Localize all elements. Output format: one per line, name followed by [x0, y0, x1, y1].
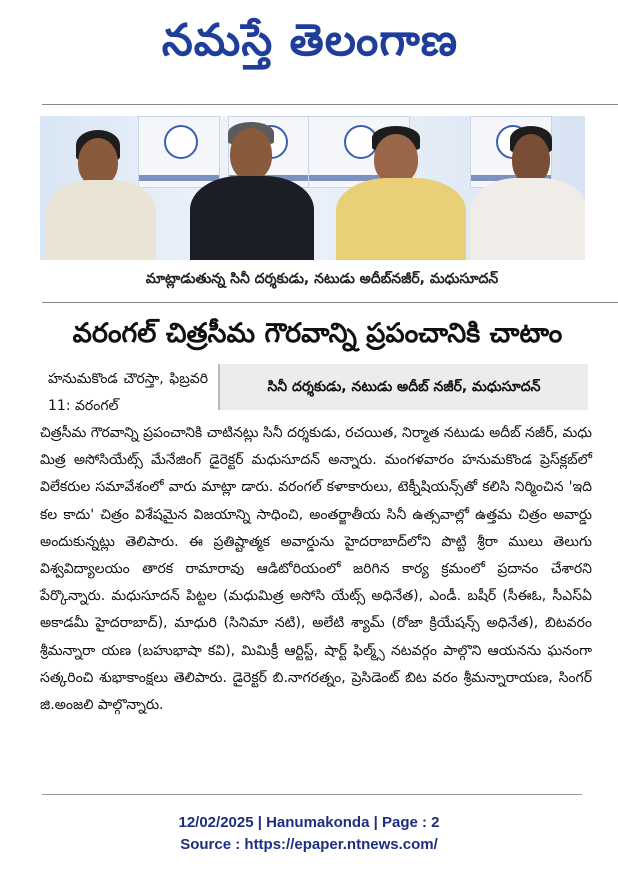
person-man-yellow [330, 118, 470, 260]
divider [42, 104, 618, 105]
divider [42, 794, 582, 795]
article-body: చిత్రసీమ గౌరవాన్ని ప్రపంచానికి చాటినట్లు సినీ దర్శకుడు, రచయిత, నిర్మాత నటుడు అదీబ్ నజీర్, మధు మిత్ర అసోసియేట్స్ మేనేజింగ్ డైరెక్టర్ మధుసూదన్ అన్నారు. మంగళవారం హనుమకొండ ప్రెస్‌క్లబ్‌లో విలేకరుల సమావేశంలో వారు మాట్లా డారు. వరంగల్ కళాకారులు, టెక్నీషియన్స్‌తో కలిసి నిర్మించిన 'ఇది కల కాదు' చిత్రం విశేషమైన విజయాన్ని సాధించి, అంతర్జాతీయ సినీ ఉత్సవాల్లో ఉత్తమ చిత్రం అవార్డు అందుకున్నట్లు తెలిపారు. ఈ ప్రతిష్టాత్మక అవార్డును హైదరాబాద్‌లోని పొట్టి శ్రీరా ములు తెలుగు విశ్వవిద్యాలయం తారక రామారావు ఆడిటోరియంలో జరిగిన కార్య క్రమంలో ప్రదానం చేశారని పేర్కొన్నారు. మధుసూదన్ పిట్టల (మధుమిత్ర అసోసి యేట్స్ అధినేత), ఎండీ. బషీర్ (సీఈఓ, సీఎస్ఏ అకాడమీ హైదరాబాద్), మాధురి (సినిమా నటి), అలేటి శ్యామ్ (రోజా క్రియేషన్స్ అధినేత), బిటవరం శ్రీమన్నారా యణ (బహుభాషా కవి), మిమిక్రీ ఆర్టిస్ట్, షార్ట్ ఫిల్మ్స్ నటవర్గం పాల్గొని ఆయనను ఘనంగా సత్కరించి శుభాకాంక్షలు తెలిపారు. డైరెక్టర్ బి.నాగరత్నం, ప్రెసిడెంట్ బిట వరం శ్రీమన్నారాయణ, సింగర్ జి.అంజలి పాల్గొన్నారు. [40, 425, 592, 714]
footer-source-link[interactable]: Source : https://epaper.ntnews.com/ [180, 836, 438, 853]
photo-caption: మాట్లాడుతున్న సినీ దర్శకుడు, నటుడు అదీబ్‌నజీర్, మధుసూదన్ [145, 271, 499, 287]
masthead-title: నమస్తే తెలంగాణ [161, 15, 459, 66]
news-photo [40, 116, 585, 260]
article-subheadline: సినీ దర్శకుడు, నటుడు అదీబ్ నజీర్, మధుసూదన్ [218, 364, 588, 410]
divider [42, 302, 618, 303]
person-man-white-shirt [460, 118, 585, 260]
article-headline: వరంగల్ చిత్రసీమ గౌరవాన్ని ప్రపంచానికి చాటాం [72, 318, 563, 349]
page-footer [60, 812, 558, 856]
person-man-suit [180, 118, 320, 260]
person-woman [40, 120, 160, 260]
footer-date-edition: 12/02/2025 | Hanumakonda | Page : 2 [178, 814, 440, 831]
article-dateline: హనుమకొండ చౌరస్తా, ఫిబ్రవరి 11: వరంగల్ [48, 371, 208, 414]
